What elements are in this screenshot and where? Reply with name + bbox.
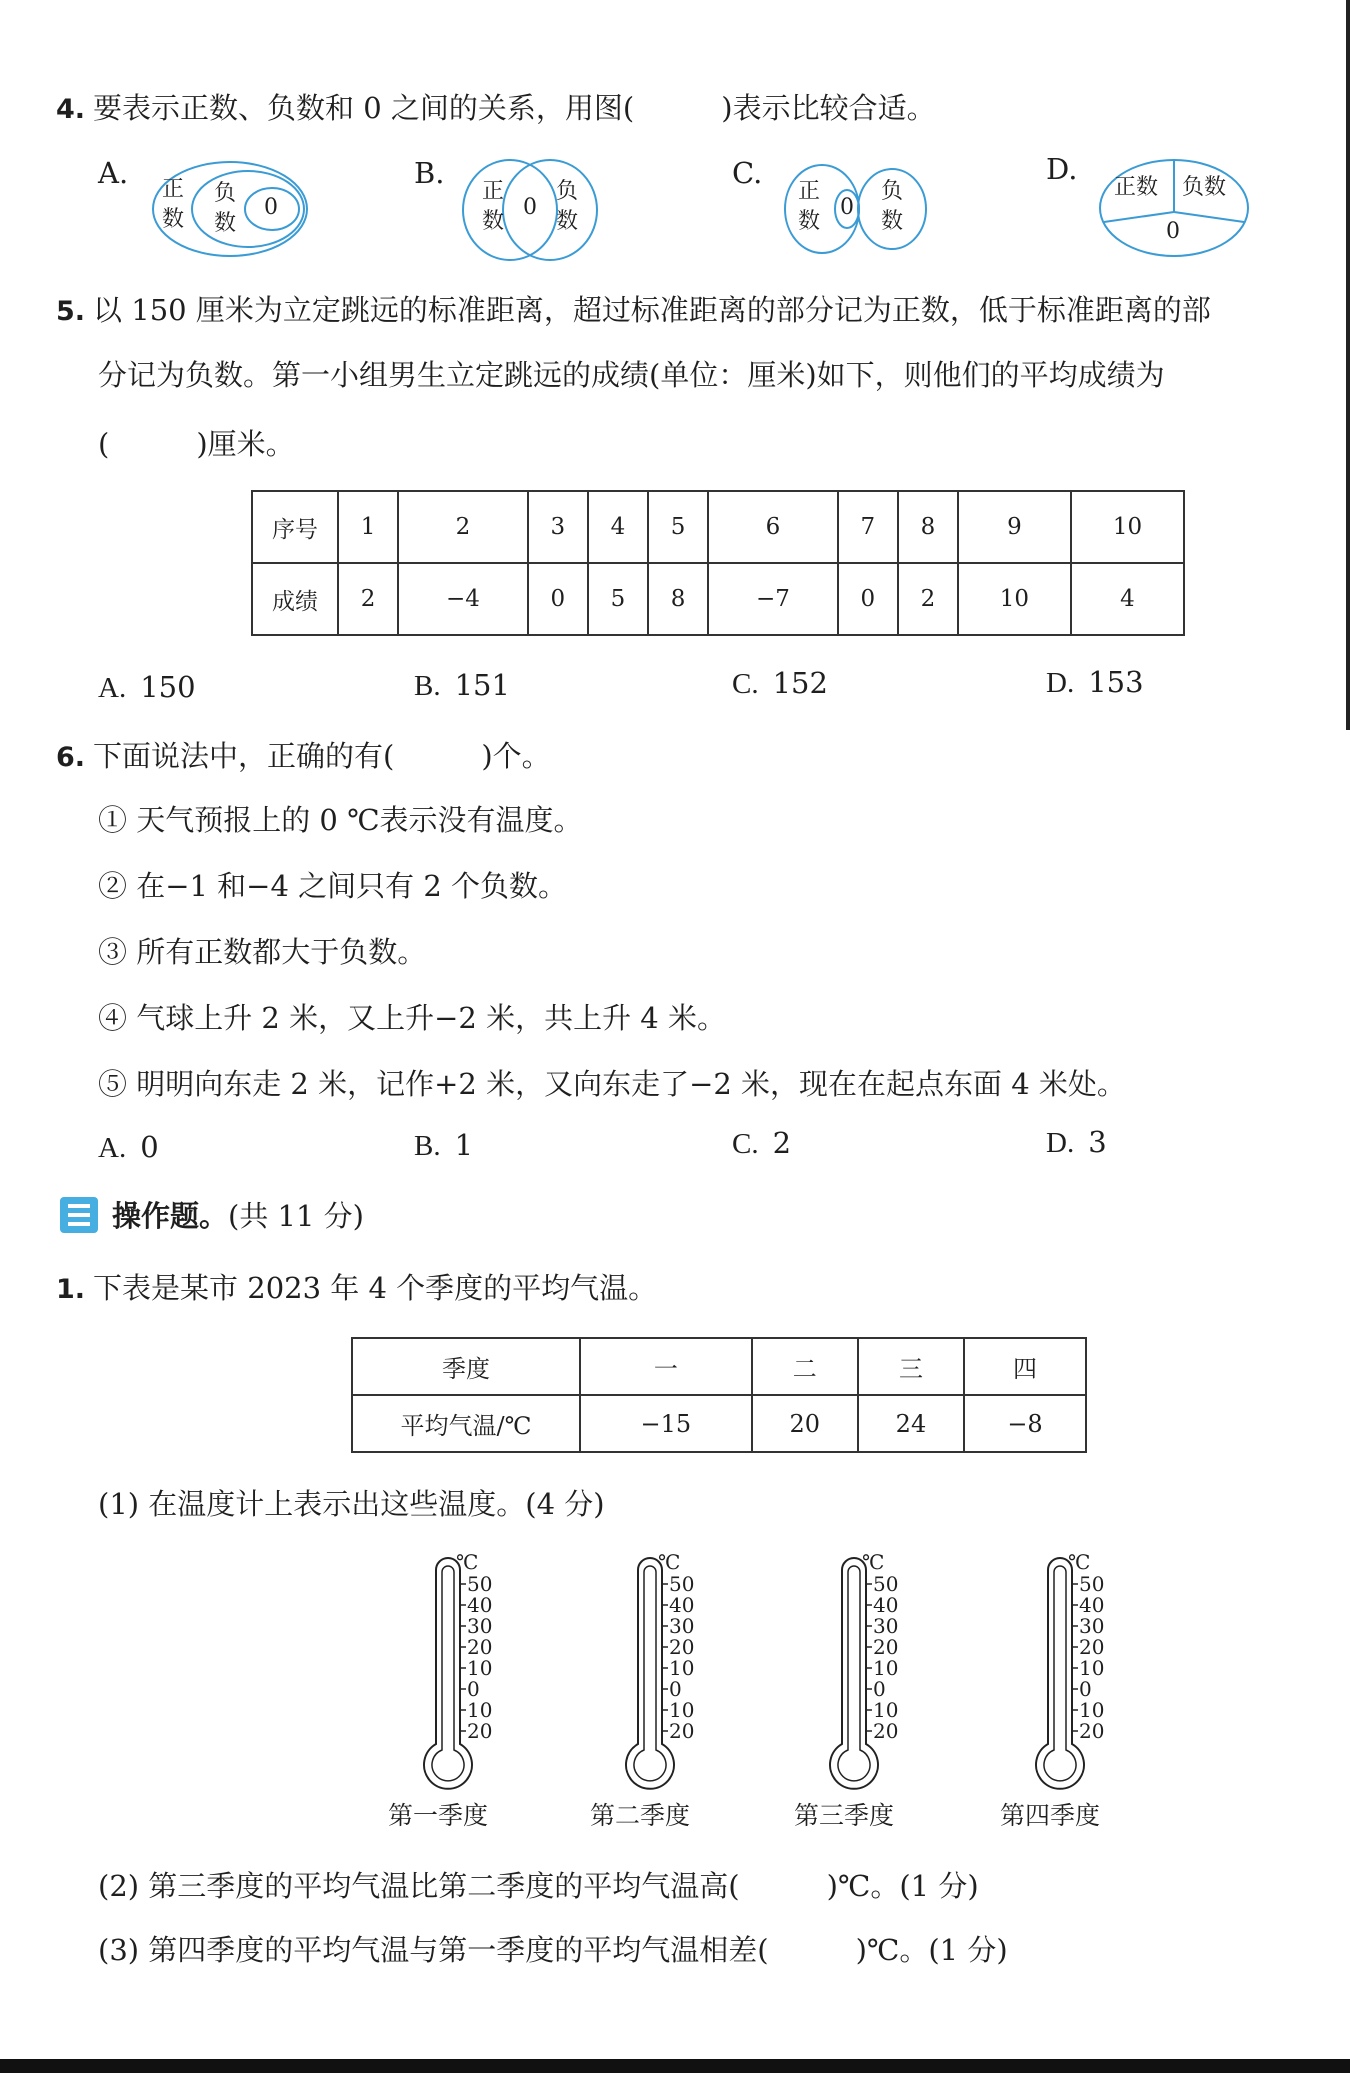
- table-header-cell: 三: [858, 1338, 964, 1395]
- thermometer-caption: 第四季度: [1000, 1801, 1101, 1830]
- table-cell: 0: [838, 563, 898, 635]
- tick-label: 20: [669, 1719, 695, 1743]
- thermometer: [1000, 1550, 1180, 1830]
- question-number: 6.: [56, 742, 86, 773]
- tick-label: 0: [669, 1677, 682, 1701]
- sub-question-3: (3) 第四季度的平均气温与第一季度的平均气温相差( )℃。(1 分): [98, 1933, 1008, 1967]
- tick-label: 50: [1079, 1572, 1105, 1596]
- tick-label: 0: [873, 1677, 886, 1701]
- question-6: [56, 736, 551, 778]
- section-score: (共 11 分): [228, 1199, 364, 1233]
- table-cell: 2: [898, 563, 958, 635]
- statement-5: ⑤ 明明向东走 2 米，记作+2 米，又向东走了−2 米，现在在起点东面 4 米处。: [98, 1067, 1126, 1101]
- option-b: B. 151: [414, 668, 510, 702]
- thermometer-caption: 第三季度: [794, 1801, 895, 1830]
- option-d-letter: D.: [1046, 152, 1078, 186]
- tick-label: 40: [669, 1593, 695, 1617]
- table-row: [252, 563, 1184, 635]
- thermometer: [794, 1550, 974, 1830]
- option-b: B. 1: [414, 1128, 474, 1162]
- table-cell: 8: [898, 491, 958, 563]
- option-c: C. 2: [732, 1126, 792, 1160]
- tick-label: 10: [1079, 1656, 1105, 1680]
- option-c: C. 152: [732, 666, 828, 700]
- statement-1: ① 天气预报上的 0 ℃表示没有温度。: [98, 803, 583, 837]
- table-cell: 5: [648, 491, 708, 563]
- tick-label: 40: [873, 1593, 899, 1617]
- table-cell: −7: [708, 563, 838, 635]
- table-cell: 4: [588, 491, 648, 563]
- tick-label: 20: [873, 1719, 899, 1743]
- question-text: 下面说法中，正确的有( )个。: [93, 739, 551, 773]
- table-cell: 5: [588, 563, 648, 635]
- tick-label: 20: [873, 1635, 899, 1659]
- table-row: [352, 1338, 1086, 1395]
- option-a: A. 150: [98, 670, 196, 704]
- tick-label: 30: [669, 1614, 695, 1638]
- table-cell: 9: [958, 491, 1071, 563]
- tick-label: 10: [1079, 1698, 1105, 1722]
- thermometer-caption: 第一季度: [388, 1801, 489, 1830]
- table-header-cell: 成绩: [252, 563, 338, 635]
- tick-label: 30: [873, 1614, 899, 1638]
- tick-label: 50: [669, 1572, 695, 1596]
- table-cell: 0: [528, 563, 588, 635]
- table-row: [252, 491, 1184, 563]
- question-text: 要表示正数、负数和 0 之间的关系，用图( )表示比较合适。: [93, 91, 936, 125]
- tick-label: 20: [1079, 1719, 1105, 1743]
- unit-label: ℃: [658, 1550, 681, 1574]
- table-cell: 4: [1071, 563, 1184, 635]
- question-number: 4.: [56, 94, 86, 125]
- section-title: 操作题。: [112, 1199, 229, 1233]
- tick-label: 30: [1079, 1614, 1105, 1638]
- tick-label: 10: [873, 1698, 899, 1722]
- option-d-diagram: 正数 负数 0: [1096, 156, 1252, 260]
- table-cell: 8: [648, 563, 708, 635]
- question-5: [56, 290, 1211, 332]
- thermometer-caption: 第二季度: [590, 1801, 691, 1830]
- question-5-line3: ( )厘米。: [98, 427, 295, 461]
- problem-1: [56, 1268, 657, 1310]
- table-cell: 24: [858, 1395, 964, 1452]
- question-4: [56, 88, 936, 130]
- table-cell: 1: [338, 491, 398, 563]
- tick-label: 40: [467, 1593, 493, 1617]
- table-cell: 2: [338, 563, 398, 635]
- tick-label: 50: [873, 1572, 899, 1596]
- table-header-cell: 一: [580, 1338, 752, 1395]
- tick-label: 20: [467, 1635, 493, 1659]
- table-header-cell: 平均气温/℃: [352, 1395, 580, 1452]
- page-bottom-edge: [0, 2059, 1350, 2073]
- unit-label: ℃: [456, 1550, 479, 1574]
- tick-label: 10: [873, 1656, 899, 1680]
- table-cell: 20: [752, 1395, 858, 1452]
- tick-label: 40: [1079, 1593, 1105, 1617]
- option-c-letter: C.: [732, 156, 763, 190]
- question-5-line2: 分记为负数。第一小组男生立定跳远的成绩(单位：厘米)如下，则他们的平均成绩为: [98, 358, 1165, 392]
- tick-label: 0: [1079, 1677, 1092, 1701]
- tick-label: 20: [467, 1719, 493, 1743]
- temperature-table: [351, 1337, 1087, 1453]
- table-header-cell: 四: [964, 1338, 1086, 1395]
- table-cell: 7: [838, 491, 898, 563]
- thermometer: [590, 1550, 770, 1830]
- option-a: A. 0: [98, 1130, 159, 1164]
- table-cell: −4: [398, 563, 528, 635]
- tick-label: 0: [467, 1677, 480, 1701]
- tick-label: 10: [467, 1656, 493, 1680]
- problem-text: 下表是某市 2023 年 4 个季度的平均气温。: [93, 1271, 658, 1305]
- option-c-diagram: 正 数 0 负 数: [780, 160, 928, 258]
- table-cell: −8: [964, 1395, 1086, 1452]
- table-cell: 10: [1071, 491, 1184, 563]
- unit-label: ℃: [1068, 1550, 1091, 1574]
- tick-label: 10: [467, 1698, 493, 1722]
- tick-label: 50: [467, 1572, 493, 1596]
- question-number: 5.: [56, 296, 86, 327]
- sub-question-2: (2) 第三季度的平均气温比第二季度的平均气温高( )℃。(1 分): [98, 1869, 979, 1903]
- table-header-cell: 二: [752, 1338, 858, 1395]
- table-cell: 6: [708, 491, 838, 563]
- table-cell: 10: [958, 563, 1071, 635]
- option-a-letter: A.: [98, 156, 129, 190]
- table-row: [352, 1395, 1086, 1452]
- thermometer: [388, 1550, 568, 1830]
- table-header-cell: 序号: [252, 491, 338, 563]
- question-number: 1.: [56, 1274, 86, 1305]
- tick-label: 10: [669, 1656, 695, 1680]
- tick-label: 30: [467, 1614, 493, 1638]
- statement-3: ③ 所有正数都大于负数。: [98, 935, 427, 969]
- table-cell: 3: [528, 491, 588, 563]
- option-b-letter: B.: [414, 156, 445, 190]
- sub-question-1: (1) 在温度计上表示出这些温度。(4 分): [98, 1487, 605, 1521]
- option-d: D. 3: [1046, 1125, 1107, 1159]
- tick-label: 20: [669, 1635, 695, 1659]
- option-b-diagram: 正 数 0 负 数: [460, 156, 600, 264]
- unit-label: ℃: [862, 1550, 885, 1574]
- table-cell: 2: [398, 491, 528, 563]
- statement-4: ④ 气球上升 2 米，又上升−2 米，共上升 4 米。: [98, 1001, 726, 1035]
- statement-2: ② 在−1 和−4 之间只有 2 个负数。: [98, 869, 568, 903]
- tick-label: 20: [1079, 1635, 1105, 1659]
- option-a-diagram: 正 数 负 数 0: [148, 158, 308, 260]
- option-d: D. 153: [1046, 665, 1144, 699]
- section-three-icon: [60, 1197, 98, 1233]
- question-text-line1: 以 150 厘米为立定跳远的标准距离，超过标准距离的部分记为正数，低于标准距离的部: [93, 293, 1211, 327]
- jump-score-table: [251, 490, 1185, 636]
- table-cell: −15: [580, 1395, 752, 1452]
- tick-label: 10: [669, 1698, 695, 1722]
- section-heading: [112, 1196, 364, 1236]
- table-header-cell: 季度: [352, 1338, 580, 1395]
- page-edge-shadow: [1346, 0, 1350, 730]
